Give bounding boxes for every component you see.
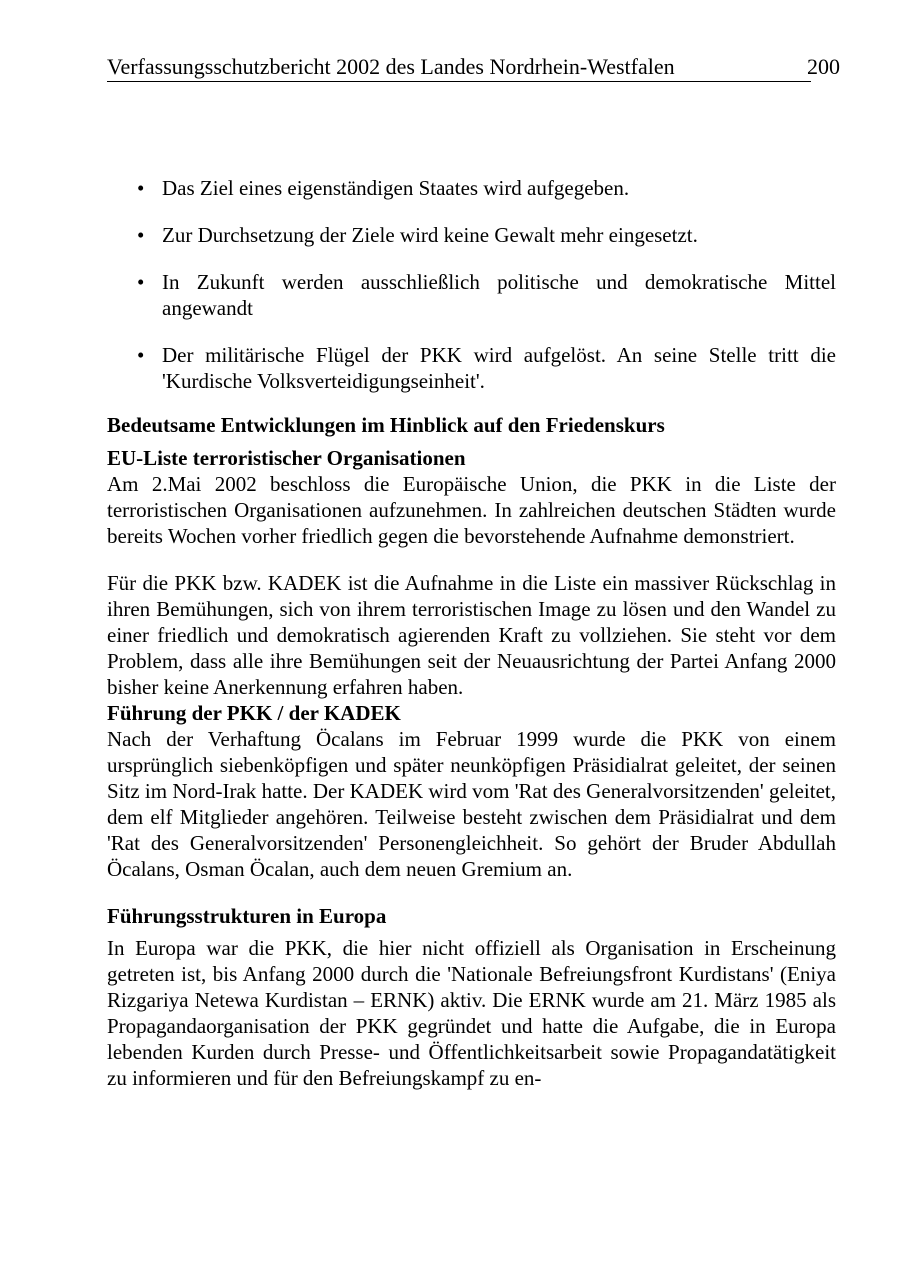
page-number: 200 xyxy=(807,54,840,79)
bullet-icon: • xyxy=(137,343,145,367)
bullet-text: Der militärische Flügel der PKK wird aufgelöst. An seine Stelle tritt die 'Kurdische Volksverteidigungseinheit'. xyxy=(162,343,836,393)
eu-list-paragraph-1: Am 2.Mai 2002 beschloss die Europäische Union, die PKK in die Liste der terroristischen Organisationen aufzunehmen. In zahlreichen deutschen Städten wurde bereits Wochen vorher friedlich gegen die bevorstehende Aufnahme demonstriert. xyxy=(107,472,836,548)
document-body xyxy=(107,175,836,1091)
list-item xyxy=(107,342,836,394)
bullet-icon: • xyxy=(137,223,145,247)
eu-list-heading: EU-Liste terroristischer Organisationen xyxy=(107,446,466,470)
leadership-paragraph: Nach der Verhaftung Öcalans im Februar 1999 wurde die PKK von einem ursprünglich siebenköpfigen und später neunköpfigen Präsidialrat geleitet, der seinen Sitz im Nord-Irak hatte. Der KADEK wird vom 'Rat des Generalvorsitzenden' geleitet, dem elf Mitglieder angehören. Teilweise besteht zwischen dem Präsidialrat und dem 'Rat des Generalvorsitzenden' Personengleichheit. So gehört der Bruder Abdullah Öcalans, Osman Öcalan, auch dem neuen Gremium an. xyxy=(107,727,836,881)
list-item xyxy=(107,269,836,321)
bullet-text: In Zukunft werden ausschließlich politische und demokratische Mittel angewandt xyxy=(162,270,836,320)
developments-heading: Bedeutsame Entwicklungen im Hinblick auf den Friedenskurs xyxy=(107,413,665,437)
list-item xyxy=(107,175,836,201)
bullet-text: Zur Durchsetzung der Ziele wird keine Gewalt mehr eingesetzt. xyxy=(162,223,698,247)
eu-list-paragraph-2: Für die PKK bzw. KADEK ist die Aufnahme in die Liste ein massiver Rückschlag in ihren Bemühungen, sich von ihrem terroristischen Image zu lösen und den Wandel zu einer friedlich und demokratisch agierenden Kraft zu vollziehen. Sie steht vor dem Problem, dass alle ihre Bemühungen seit der Neuausrichtung der Partei Anfang 2000 bisher keine Anerkennung erfahren haben. xyxy=(107,571,836,699)
list-item xyxy=(107,222,836,248)
page-header xyxy=(107,53,840,82)
europe-heading: Führungsstrukturen in Europa xyxy=(107,904,387,928)
europe-paragraph: In Europa war die PKK, die hier nicht offiziell als Organisation in Erscheinung getreten ist, bis Anfang 2000 durch die 'Nationale Befreiungsfront Kurdistans' (Eniya Rizgariya Netewa Kurdistan – ERNK) aktiv. Die ERNK wurde am 21. März 1985 als Propagandaorganisation der PKK gegründet und hatte die Aufgabe, die in Europa lebenden Kurden durch Presse- und Öffentlichkeitsarbeit sowie Propagandatätigkeit zu informieren und für den Befreiungskampf zu en- xyxy=(107,936,836,1090)
leadership-heading: Führung der PKK / der KADEK xyxy=(107,701,401,725)
bullet-icon: • xyxy=(137,176,145,200)
bullet-text: Das Ziel eines eigenständigen Staates wird aufgegeben. xyxy=(162,176,630,200)
bullet-icon: • xyxy=(137,270,145,294)
bullet-list xyxy=(107,175,836,394)
header-title: Verfassungsschutzbericht 2002 des Landes Nordrhein-Westfalen xyxy=(107,54,675,79)
